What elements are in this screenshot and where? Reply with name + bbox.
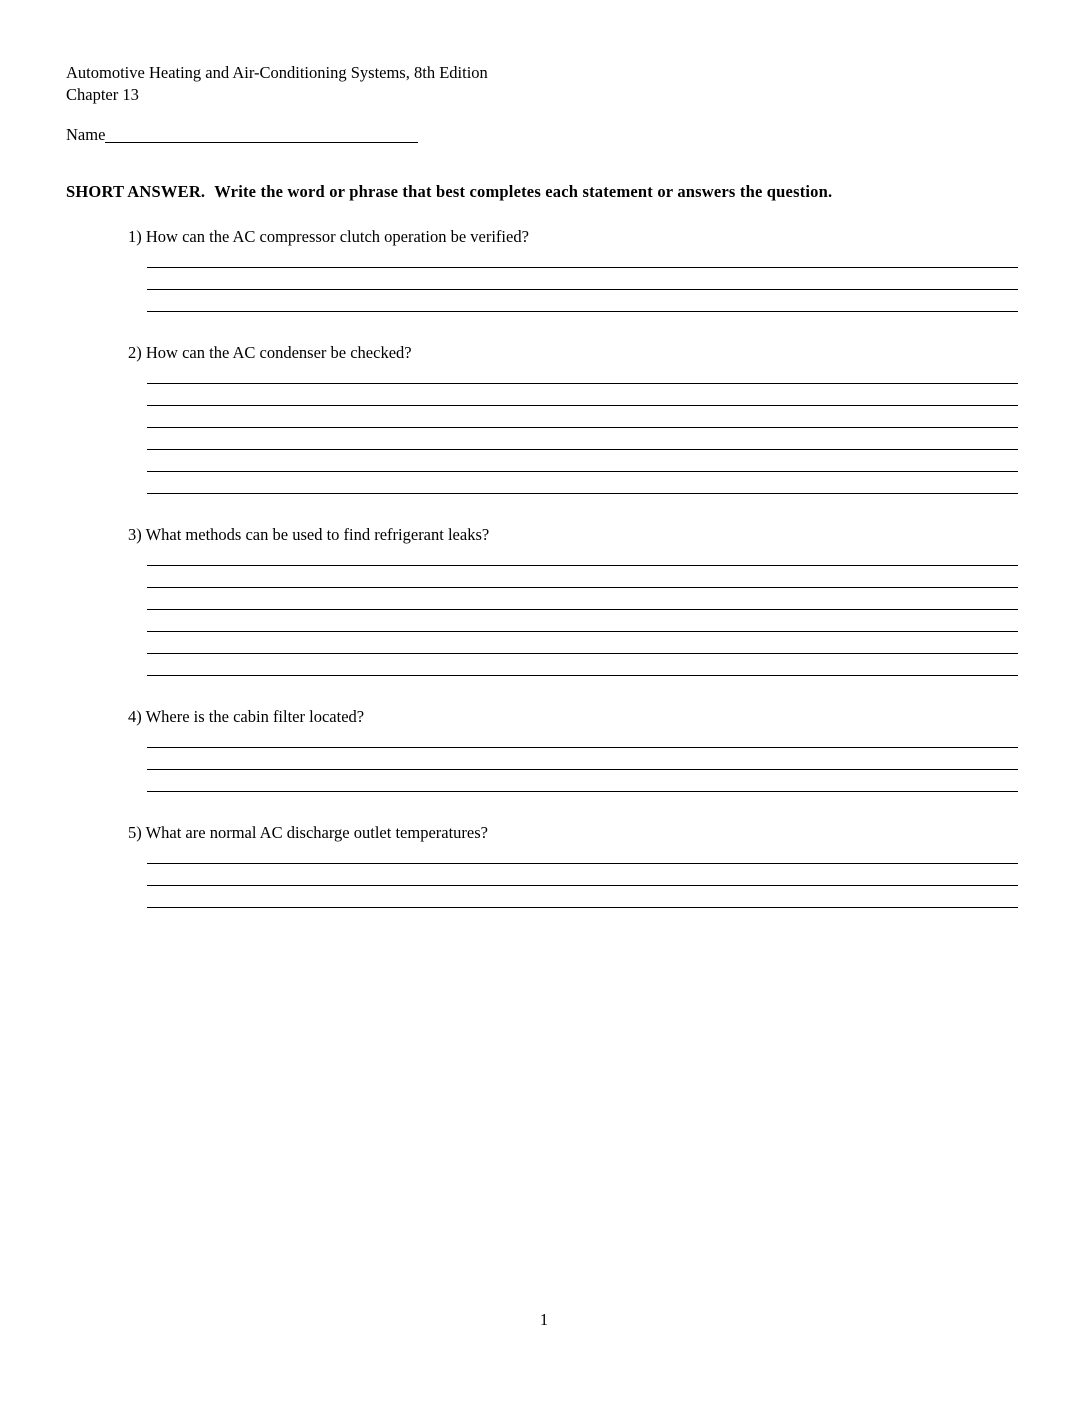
answer-line[interactable] <box>147 290 1018 312</box>
name-input-line[interactable] <box>105 127 418 143</box>
answer-line[interactable] <box>147 748 1018 770</box>
question <box>128 824 1022 908</box>
answer-lines <box>147 362 1018 494</box>
question-text <box>128 526 1022 544</box>
answer-lines <box>147 544 1018 676</box>
book-title: Automotive Heating and Air-Conditioning Systems, 8th Edition <box>66 63 488 82</box>
answer-line[interactable] <box>147 472 1018 494</box>
question-number: 4) <box>128 707 142 726</box>
question-number: 2) <box>128 343 142 362</box>
answer-lines <box>147 842 1018 908</box>
question-label: What are normal AC discharge outlet temperatures? <box>145 823 488 842</box>
name-label: Name <box>66 125 106 144</box>
questions-list <box>66 228 1022 908</box>
question-text <box>128 344 1022 362</box>
section-instruction: Write the word or phrase that best completes each statement or answers the question. <box>214 182 833 201</box>
question-label: How can the AC compressor clutch operation be verified? <box>145 227 529 246</box>
question-text <box>128 824 1022 842</box>
question-label: Where is the cabin filter located? <box>145 707 365 726</box>
document-header <box>66 62 1022 106</box>
answer-line[interactable] <box>147 726 1018 748</box>
section-label: SHORT ANSWER. <box>66 182 206 201</box>
question <box>128 526 1022 676</box>
question <box>128 344 1022 494</box>
question <box>128 228 1022 312</box>
answer-line[interactable] <box>147 864 1018 886</box>
answer-line[interactable] <box>147 246 1018 268</box>
answer-lines <box>147 726 1018 792</box>
answer-line[interactable] <box>147 842 1018 864</box>
answer-line[interactable] <box>147 362 1018 384</box>
question-number: 5) <box>128 823 142 842</box>
answer-line[interactable] <box>147 588 1018 610</box>
page-number: 1 <box>539 1310 549 1329</box>
section-heading <box>66 182 1022 202</box>
answer-line[interactable] <box>147 384 1018 406</box>
chapter-title: Chapter 13 <box>66 85 139 104</box>
answer-line[interactable] <box>147 770 1018 792</box>
answer-line[interactable] <box>147 566 1018 588</box>
question-label: How can the AC condenser be checked? <box>145 343 412 362</box>
answer-line[interactable] <box>147 450 1018 472</box>
answer-line[interactable] <box>147 428 1018 450</box>
question-label: What methods can be used to find refrigerant leaks? <box>145 525 490 544</box>
answer-lines <box>147 246 1018 312</box>
question-text <box>128 708 1022 726</box>
answer-line[interactable] <box>147 654 1018 676</box>
answer-line[interactable] <box>147 886 1018 908</box>
question-number: 3) <box>128 525 142 544</box>
question <box>128 708 1022 792</box>
question-text <box>128 228 1022 246</box>
answer-line[interactable] <box>147 268 1018 290</box>
name-row <box>66 124 1022 146</box>
answer-line[interactable] <box>147 632 1018 654</box>
answer-line[interactable] <box>147 544 1018 566</box>
question-number: 1) <box>128 227 142 246</box>
answer-line[interactable] <box>147 610 1018 632</box>
answer-line[interactable] <box>147 406 1018 428</box>
